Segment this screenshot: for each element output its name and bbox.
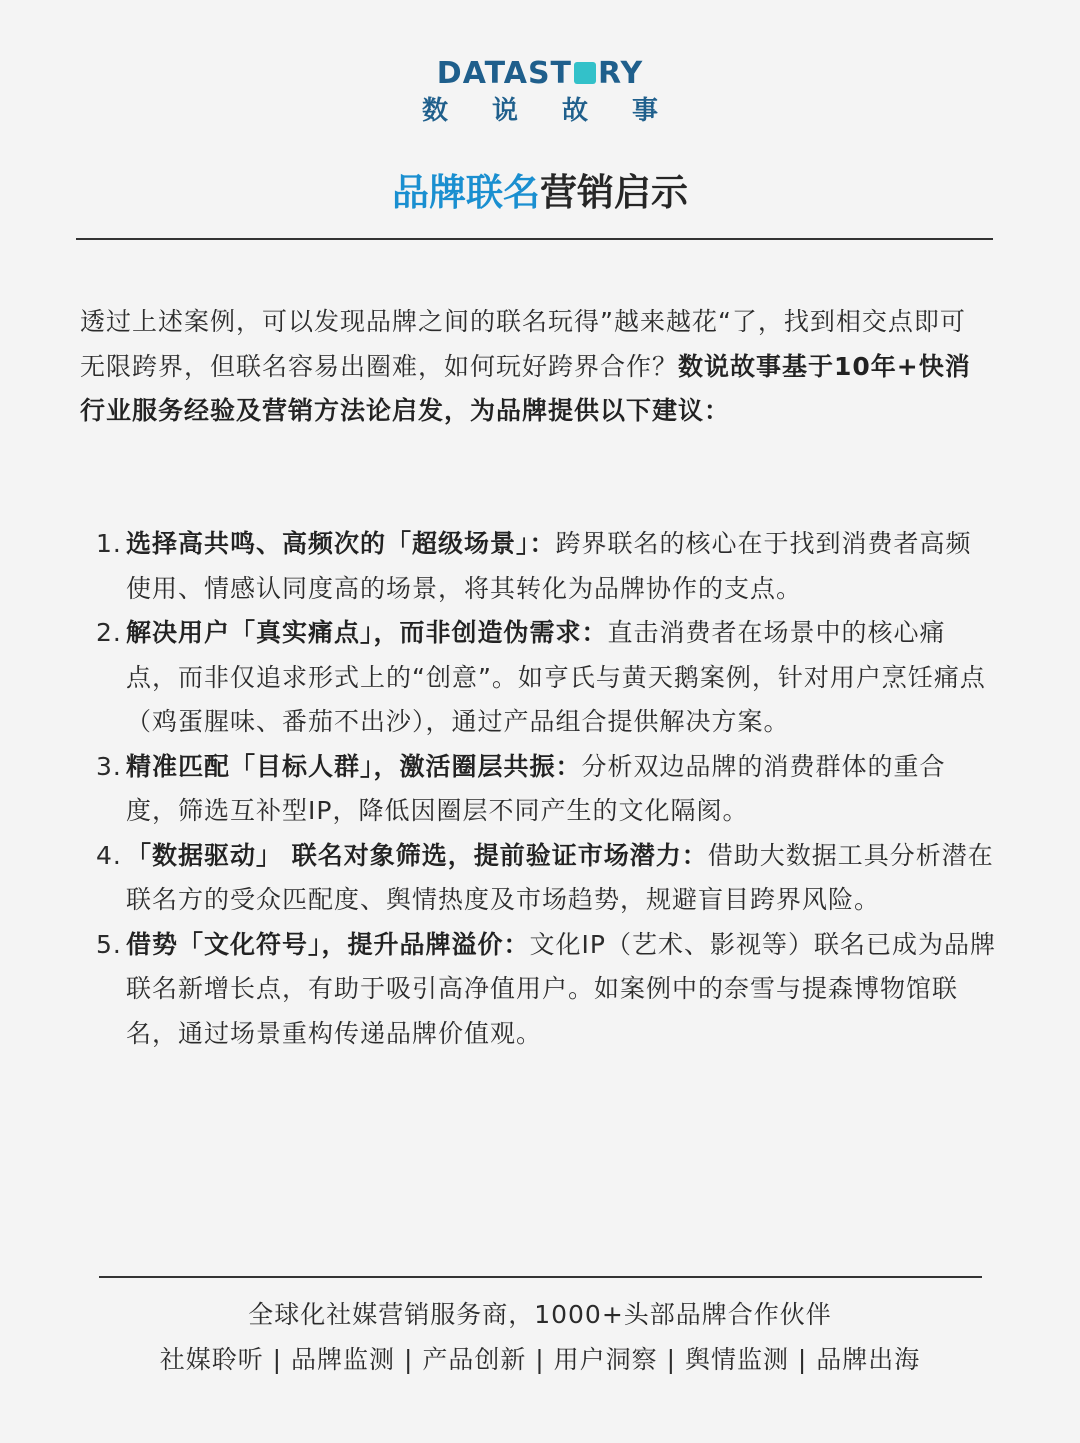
- list-item: [96, 834, 996, 923]
- item-number: 5.: [96, 929, 122, 959]
- bottom-divider: [99, 1276, 982, 1278]
- logo-chinese: 数说故事: [421, 96, 702, 126]
- logo-wordmark: [0, 56, 1080, 92]
- page-title: [0, 168, 1080, 218]
- brand-logo: [0, 56, 1080, 128]
- item-number: 1.: [96, 529, 122, 558]
- item-number: 4.: [96, 840, 122, 870]
- item-number: 2.: [96, 618, 122, 647]
- list-item: [96, 522, 996, 611]
- intro-paragraph: [80, 300, 990, 434]
- item-heading: 借势「文化符号」，提升品牌溢价：: [126, 929, 530, 959]
- footer-services: 社媒聆听 | 品牌监测 | 产品创新 | 用户洞察 | 舆情监测 | 品牌出海: [159, 1345, 921, 1374]
- logo-wordmark-part2: RY: [598, 56, 644, 91]
- item-body: 分析双边品牌的消费群体的重合度，筛选互补型IP，降低因圈层不同产生的文化隔阂。: [126, 751, 946, 825]
- item-number: 3.: [96, 751, 122, 781]
- list-item: [96, 745, 996, 834]
- suggestion-list: [96, 522, 996, 1056]
- title-highlight: 品牌联名: [392, 171, 540, 214]
- item-heading: 解决用户「真实痛点」，而非创造伪需求：: [126, 618, 608, 647]
- footer-tagline: 全球化社媒营销服务商，1000+头部品牌合作伙伴: [248, 1300, 832, 1329]
- item-body: 借助大数据工具分析潜在联名方的受众匹配度、舆情热度及市场趋势，规避盲目跨界风险。: [126, 840, 994, 914]
- logo-square-icon: [574, 62, 596, 84]
- item-body: 跨界联名的核心在于找到消费者高频使用、情感认同度高的场景，将其转化为品牌协作的支点。: [126, 529, 972, 603]
- intro-bold: 数说故事基于10年+快消行业服务经验及营销方法论启发，为品牌提供以下建议：: [80, 351, 971, 425]
- top-divider: [76, 238, 993, 240]
- list-item: [96, 923, 996, 1057]
- item-heading: 精准匹配「目标人群」，激活圈层共振：: [126, 751, 582, 781]
- item-body: 文化IP（艺术、影视等）联名已成为品牌联名新增长点，有助于吸引高净值用户。如案例中的奈雪与提森博物馆联名，通过场景重构传递品牌价值观。: [126, 929, 996, 1048]
- item-heading: 「数据驱动」 联名对象筛选，提前验证市场潜力：: [126, 840, 708, 870]
- list-item: [96, 611, 996, 745]
- logo-wordmark-part1: DATAST: [436, 56, 573, 91]
- title-rest: 营销启示: [540, 171, 688, 214]
- intro-text: 透过上述案例，可以发现品牌之间的联名玩得”越来越花“了，找到相交点即可无限跨界，但联名容易出圈难，如何玩好跨界合作？: [80, 307, 966, 381]
- item-body: 直击消费者在场景中的核心痛点，而非仅追求形式上的“创意”。如亨氏与黄天鹅案例，针对用户烹饪痛点（鸡蛋腥味、番茄不出沙），通过产品组合提供解决方案。: [126, 618, 986, 736]
- item-heading: 选择高共鸣、高频次的「超级场景」：: [126, 529, 556, 558]
